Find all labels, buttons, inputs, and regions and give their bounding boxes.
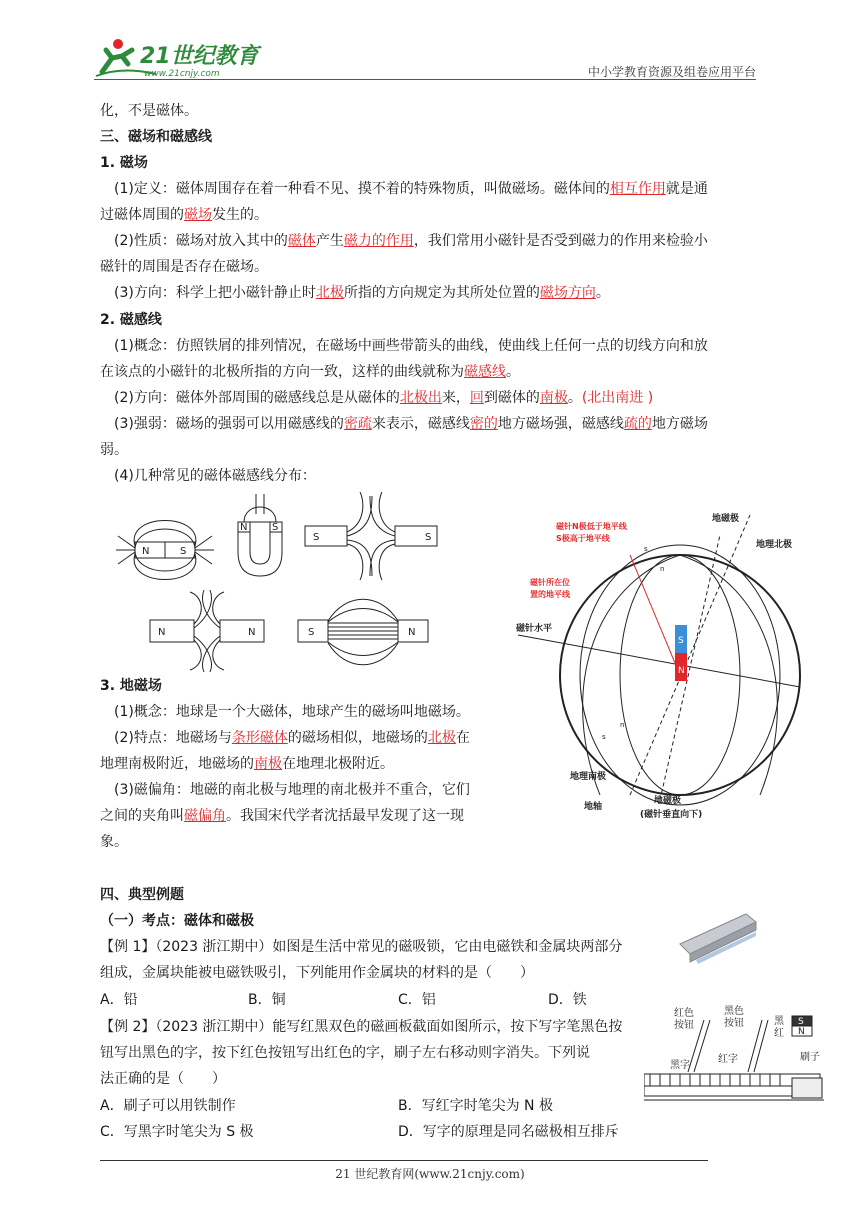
repel-magnet-n-left: [150, 620, 194, 642]
text-line: (3)方向：科学上把小磁针静止时北极所指的方向规定为其所处位置的磁场方向。: [114, 285, 610, 301]
pole-label: N: [408, 627, 416, 638]
black-button-label: 按钮: [724, 1018, 744, 1029]
option-a: A．刷子可以用铁制作: [100, 1098, 236, 1114]
footer-divider: [100, 1160, 708, 1161]
needle-pole: n: [660, 565, 665, 573]
brush-label: 刷子: [800, 1052, 820, 1063]
option-c: C．写黑字时笔尖为 S 极: [100, 1124, 254, 1140]
option-b: B．铜: [248, 992, 286, 1008]
text-line: (1)概念：地球是一个大磁体，地球产生的磁场叫地磁场。: [114, 704, 470, 720]
needle-pole: s: [644, 545, 648, 553]
earth-label: 地轴: [584, 802, 603, 812]
compass-n-label: N: [678, 666, 685, 676]
text-line: (3)强弱：磁场的强弱可以用磁感线的密疏来表示，磁感线密的地方磁场强，磁感线疏的地方磁场: [114, 416, 708, 432]
earth-label: 磁针水平: [516, 624, 553, 634]
earth-label: 磁针所在位: [530, 578, 570, 587]
red-button-label: 红色: [674, 1008, 694, 1019]
earth-label: S极高于地平线: [556, 534, 610, 543]
pole-label: N: [240, 522, 248, 533]
pole-label: N: [142, 546, 150, 557]
example-1-line: 组成，金属块能被电磁铁吸引，下列能用作金属块的材料的是（ ）: [100, 965, 534, 981]
text-line: (4)几种常见的磁体磁感线分布：: [114, 468, 316, 484]
needle-pole: s: [602, 733, 606, 741]
text-line: (2)性质：磁场对放入其中的磁体产生磁力的作用，我们常用小磁针是否受到磁力的作用来检验小: [114, 233, 708, 249]
section-title: 三、磁场和磁感线: [100, 129, 212, 145]
text-line: 地理南极附近，地磁场的南极在地理北极附近。: [100, 756, 394, 772]
earth-label: 磁针N极低于地平线: [556, 522, 627, 531]
text-line: 之间的夹角叫磁偏角。我国宋代学者沈括最早发现了这一现: [100, 808, 464, 824]
pole-label: S: [180, 546, 187, 557]
text-line: (2)方向：磁体外部周围的磁感线总是从磁体的北极出来，回到磁体的南极。(北出南进 ): [114, 390, 654, 406]
example-2-line: 【例 2】（2023 浙江期中）能写红黑双色的磁画板截面如图所示，按下写字笔黑色按: [100, 1019, 623, 1035]
legend-pole-n: N: [798, 1027, 805, 1037]
red-char-label: 红字: [718, 1054, 738, 1065]
text-line: 化，不是磁体。: [100, 103, 198, 119]
earth-label: 置的地平线: [530, 590, 570, 599]
pole-label: S: [272, 522, 279, 533]
runner-logo-icon: [92, 36, 262, 80]
text-line: 过磁体周围的磁场发生的。: [100, 207, 268, 223]
black-button-label: 黑色: [724, 1006, 744, 1017]
text-line: 磁针的周围是否存在磁场。: [100, 259, 268, 275]
magnetic-lock-image: [676, 906, 758, 968]
section-title: 四、典型例题: [100, 887, 184, 903]
legend-red: 红: [774, 1028, 784, 1039]
needle-pole: n: [620, 721, 625, 729]
pole-label: S: [308, 627, 315, 638]
topic-title: （一）考点：磁体和磁极: [100, 913, 254, 929]
option-a: A．铅: [100, 992, 138, 1008]
header-divider: [94, 79, 756, 80]
header-platform-text: 中小学教育资源及组卷应用平台: [587, 65, 756, 79]
earth-label: 地理南极: [570, 772, 607, 782]
compass-s-label: S: [678, 636, 684, 646]
pole-label: N: [158, 627, 166, 638]
repel-magnet-left: [305, 526, 347, 546]
footer-text: 21 世纪教育网(www.21cnjy.com): [335, 1167, 525, 1181]
repel-magnet-n-right: [220, 620, 264, 642]
example-2-line: 法正确的是（ ）: [100, 1071, 226, 1087]
magnet-field-lines-figure: [110, 492, 450, 672]
subsection-title: 3. 地磁场: [100, 678, 162, 694]
text-line: (2)特点：地磁场与条形磁体的磁场相似，地磁场的北极在: [114, 730, 470, 746]
subsection-title: 1. 磁场: [100, 155, 148, 171]
pole-label: N: [248, 627, 256, 638]
earth-label: 地磁极: [712, 514, 740, 524]
legend-black: 黑: [774, 1016, 784, 1027]
option-d: D．铁: [548, 992, 587, 1008]
red-button-label: 按钮: [674, 1020, 694, 1031]
black-char-label: 黑字: [670, 1060, 690, 1071]
header-logo: [92, 36, 262, 80]
drawing-board-figure: [644, 1002, 840, 1112]
option-b: B．写红字时笔尖为 N 极: [398, 1098, 553, 1114]
text-line: 象。: [100, 834, 128, 850]
legend-pole-s: S: [798, 1017, 804, 1027]
text-line: 在该点的小磁针的北极所指的方向一致，这样的曲线就称为磁感线。: [100, 364, 520, 380]
pole-label: S: [313, 532, 320, 543]
text-line: (3)磁偏角：地磁的南北极与地理的南北极并不重合，它们: [114, 782, 470, 798]
subsection-title: 2. 磁感线: [100, 312, 162, 328]
text-line: (1)定义：磁体周围存在着一种看不见、摸不着的特殊物质，叫做磁场。磁体间的相互作用就是通: [114, 181, 708, 197]
earth-label: 地理北极: [756, 540, 793, 550]
text-line: 弱。: [100, 442, 128, 458]
example-2-line: 钮写出黑色的字，按下红色按钮写出红色的字，刷子左右移动则字消失。下列说: [100, 1045, 590, 1061]
logo-url: www.21cnjy.com: [144, 69, 220, 79]
option-c: C．铝: [398, 992, 436, 1008]
option-d: D．写字的原理是同名磁极相互排斥: [398, 1124, 619, 1140]
earth-magnetic-field-figure: [510, 495, 810, 830]
earth-label: 地磁极: [654, 796, 682, 806]
example-1-line: 【例 1】（2023 浙江期中）如图是生活中常见的磁吸锁，它由电磁铁和金属块两部分: [100, 939, 623, 955]
pole-label: S: [425, 532, 432, 543]
logo-text: 21世纪教育: [140, 44, 259, 69]
board-cells: [650, 1074, 780, 1086]
earth-label: (磁针垂直向下): [640, 810, 703, 820]
text-line: (1)概念：仿照铁屑的排列情况，在磁场中画些带箭头的曲线，使曲线上任何一点的切线方向和放: [114, 338, 708, 354]
